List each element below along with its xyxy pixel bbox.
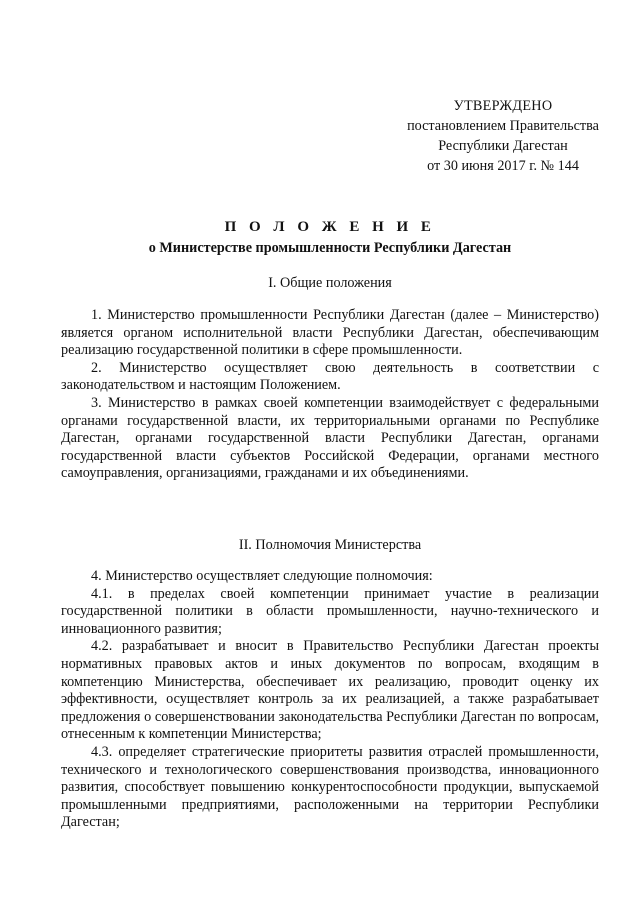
approval-line: Республики Дагестан <box>438 138 568 154</box>
approval-date: от 30 июня 2017 г. № 144 <box>427 158 579 174</box>
section-heading-general: I. Общие положения <box>268 275 392 291</box>
section-heading-powers: II. Полномочия Министерства <box>238 537 422 553</box>
section-body-powers <box>61 568 599 832</box>
paragraph: 4.3. определяет стратегические приоритеты развития отраслей промышленности, технического и технологического совершенствования производства, инновационного развития, способствует повышению конкурентоспособности продукции, выпускаемой промышленными предприятиями, расположенными на территории Республики Дагестан; <box>61 743 599 831</box>
paragraph: 4.1. в пределах своей компетенции принимает участие в реализации государственной политики в области промышленности, научно-технического и инновационного развития; <box>61 585 599 637</box>
paragraph: 2. Министерство осуществляет свою деятельность в соответствии с законодательством и настоящим Положением. <box>61 359 599 394</box>
document-subtitle: о Министерстве промышленности Республики Дагестан <box>148 240 512 256</box>
section-body-general <box>61 307 599 483</box>
approval-stamp <box>388 96 618 176</box>
paragraph: 1. Министерство промышленности Республики Дагестан (далее – Министерство) является органом исполнительной власти Республики Дагестан, обеспечивающим реализацию государственной политики в сфере промышленности. <box>61 307 599 359</box>
approval-line: постановлением Правительства <box>407 118 599 134</box>
document-title: П О Л О Ж Е Н И Е <box>224 219 436 235</box>
paragraph: 4. Министерство осуществляет следующие полномочия: <box>91 568 433 584</box>
approval-title: УТВЕРЖДЕНО <box>453 98 553 114</box>
paragraph: 4.2. разрабатывает и вносит в Правительство Республики Дагестан проекты нормативных правовых актов и иных документов по вопросам, входящим в компетенцию Министерства, обеспечивает их реализацию, проводит оценку их эффективности, осуществляет контроль за их реализацией, а также разрабатывает предложения о совершенствовании законодательства Республики Дагестан по вопросам, отнесенным к компетенции Министерства; <box>61 638 599 743</box>
paragraph: 3. Министерство в рамках своей компетенции взаимодействует с федеральными органами государственной власти, их территориальными органами по Республике Дагестан, органами государственной власти Республики Дагестан, органами государственной власти субъектов Российской Федерации, органами местного самоуправления, организациями, гражданами и их объединениями. <box>61 394 599 482</box>
